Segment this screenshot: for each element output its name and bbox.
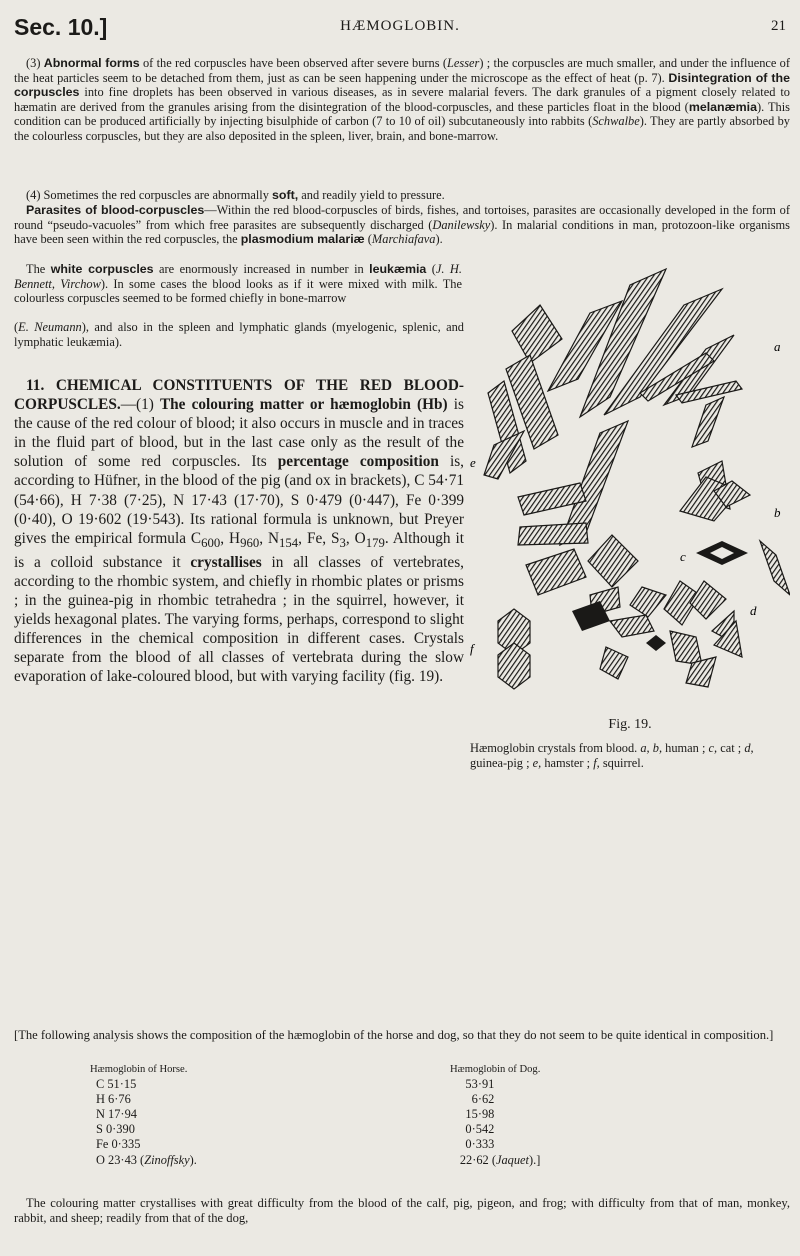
figure-label-a: a [774,339,781,354]
figure-19 [470,265,790,770]
table-row: 0·333 [465,1137,495,1152]
crystal-a-8 [692,397,724,447]
crystal-group-c [526,541,790,595]
crystal-c-4 [526,549,586,595]
crystal-c-3 [760,541,790,595]
figure-label-c: c [680,549,686,564]
paragraph-soft-corpuscles: (4) Sometimes the red corpuscles are abnormally soft, and readily yield to pressure. [26,188,445,202]
crystal-d-1 [588,535,638,587]
table-heading-dog: Hæmoglobin of Dog. [450,1064,541,1075]
table-dog [450,1062,540,1168]
figure-label-b: b [774,505,781,520]
figure-title: Fig. 19. [608,717,652,732]
crystal-d-6 [690,581,726,619]
crystal-a-4 [512,305,562,363]
paragraph-neumann: (E. Neumann), and also in the spleen and lymphatic glands (myelogenic, splenic, and lymphatic leukæmia). [14,320,464,349]
page-number: 21 [771,18,786,34]
section-chemical-constituents: 11. CHEMICAL CONSTITUENTS OF THE RED BLOOD-CORPUSCLES.—(1) The colouring matter or hæmoglobin (Hb) is the cause of the red colour of blood; it also occurs in muscle and in traces in the fluid part of blood, but in the last case only as the result of the solution of some red corpuscles. Its percentage composition is, according to Hüfner, in the blood of the pig (and ox in brackets), C 54·71 (54·66), H 7·38 (7·25), N 17·43 (17·70), S 0·479 (0·447), Fe 0·399 (0·40), O 19·602 (19·543). Its rational formula is unknown, but Preyer gives the empirical formula $C_{600}$, $H_{960}$, $N_{154}$, Fe, $S_3$, $O_{179}$. Although it is a colloid substance it crystallises in all classes of vertebrates, according to the rhombic system, and chiefly in rhombic plates or prisms ; in the guinea-pig in rhombic tetrahedra ; in the squirrel, however, it yields hexagonal plates. The varying forms, perhaps, correspond to slight differences in the chemical composition in different cases. Crystals separate from the blood of all classes of vertebrata during the slow evaporation of lake-coloured blood, but with varying facility (fig. 19). [14,377,464,686]
table-row: C 51·15 [96,1077,137,1092]
crystal-group-b [518,421,750,545]
paragraph-abnormal-forms: (3) Abnormal forms of the red corpuscles have been observed after severe burns (Lesser) ; the corpuscles are much smaller, and under the influence of the heat particles seem to be detached from them, just as can be seen happening under the microscope as the effect of heat (p. 7). Disintegration of the corpuscles into fine droplets has been observed in various diseases, as in severe malarial fevers. The dark granules of a pigment closely related to hæmatin are derived from the granules arising from the disintegration of the blood-corpuscles, and these particles float in the blood (melanæmia). This condition can be produced artificially by injecting bisulphide of carbon (7 to 10 of oil) subcutaneously into rabbits (Schwalbe). They are partly absorbed by the colourless corpuscles, but they are also deposited in the spleen, liver, brain, and bone-marrow. [14,56,791,143]
crystal-b-3 [518,523,588,545]
table-horse [90,1062,197,1168]
table-row: 0·542 [465,1122,495,1137]
table-row: 22·62 (Jaquet).] [459,1152,541,1167]
table-row: 6·62 [471,1092,495,1107]
table-row: Fe 0·335 [96,1137,141,1152]
analysis-paragraph: [The following analysis shows the composition of the hæmoglobin of the horse and dog, so that they do not seem to be quite identical in composition.] [14,1028,774,1042]
table-heading-horse: Hæmoglobin of Horse. [90,1064,188,1075]
table-row: S 0·390 [96,1122,135,1137]
closing-paragraph: The colouring matter crystallises with great difficulty from the blood of the calf, pig, pigeon, and frog; with difficulty from that of man, monkey, rabbit, and sheep; readily from that of the dog, [14,1196,790,1226]
table-row: O 23·43 (Zinoffsky). [96,1152,197,1167]
chapter-title: HÆMOGLOBIN. [340,18,460,34]
crystal-e-7 [646,635,666,651]
table-row: 15·98 [465,1107,495,1122]
table-row: 53·91 [465,1077,495,1092]
crystal-group-e [600,611,742,687]
figure-label-f: f [470,641,474,656]
table-row: N 17·94 [96,1107,137,1122]
crystal-group-f [498,609,530,689]
table-row: H 6·76 [96,1092,131,1107]
paragraph-white-corpuscles: The white corpuscles are enormously increased in number in leukæmia (J. H. Bennett, Virchow). In some cases the blood looks as if it were mixed with milk. The colourless corpuscles seemed to be formed chiefly in bone-marrow [14,262,463,306]
crystal-f-2 [498,643,530,689]
crystal-e-2 [600,647,628,679]
running-header [14,14,786,50]
crystal-e-1 [610,615,654,637]
figure-label-d: d [750,603,757,618]
figure-caption: Hæmoglobin crystals from blood. a, b, human ; c, cat ; d, guinea-pig ; e, hamster ; f, squirrel. [470,741,754,770]
figure-label-e: e [470,455,476,470]
section-heading: 11. CHEMICAL CONSTITUENTS OF THE RED BLOOD-CORPUSCLES. [14,377,464,414]
crystal-group-d [572,535,726,631]
paragraph-parasites: Parasites of blood-corpuscles—Within the red blood-corpuscles of birds, fishes, and tortoises, parasites are occasionally developed in the form of round “pseudo-vacuoles” from which free parasites are subsequently discharged (Danilewsky). In malarial conditions in man, protozoon-like organisms have been seen within the red corpuscles, the plasmodium malariæ (Marchiafava). [14,203,790,247]
section-label: Sec. 10.] [14,14,108,40]
hemoglobin-crystals-illustration [470,265,790,715]
crystal-d-4 [630,587,666,617]
crystal-e-3 [670,631,702,665]
